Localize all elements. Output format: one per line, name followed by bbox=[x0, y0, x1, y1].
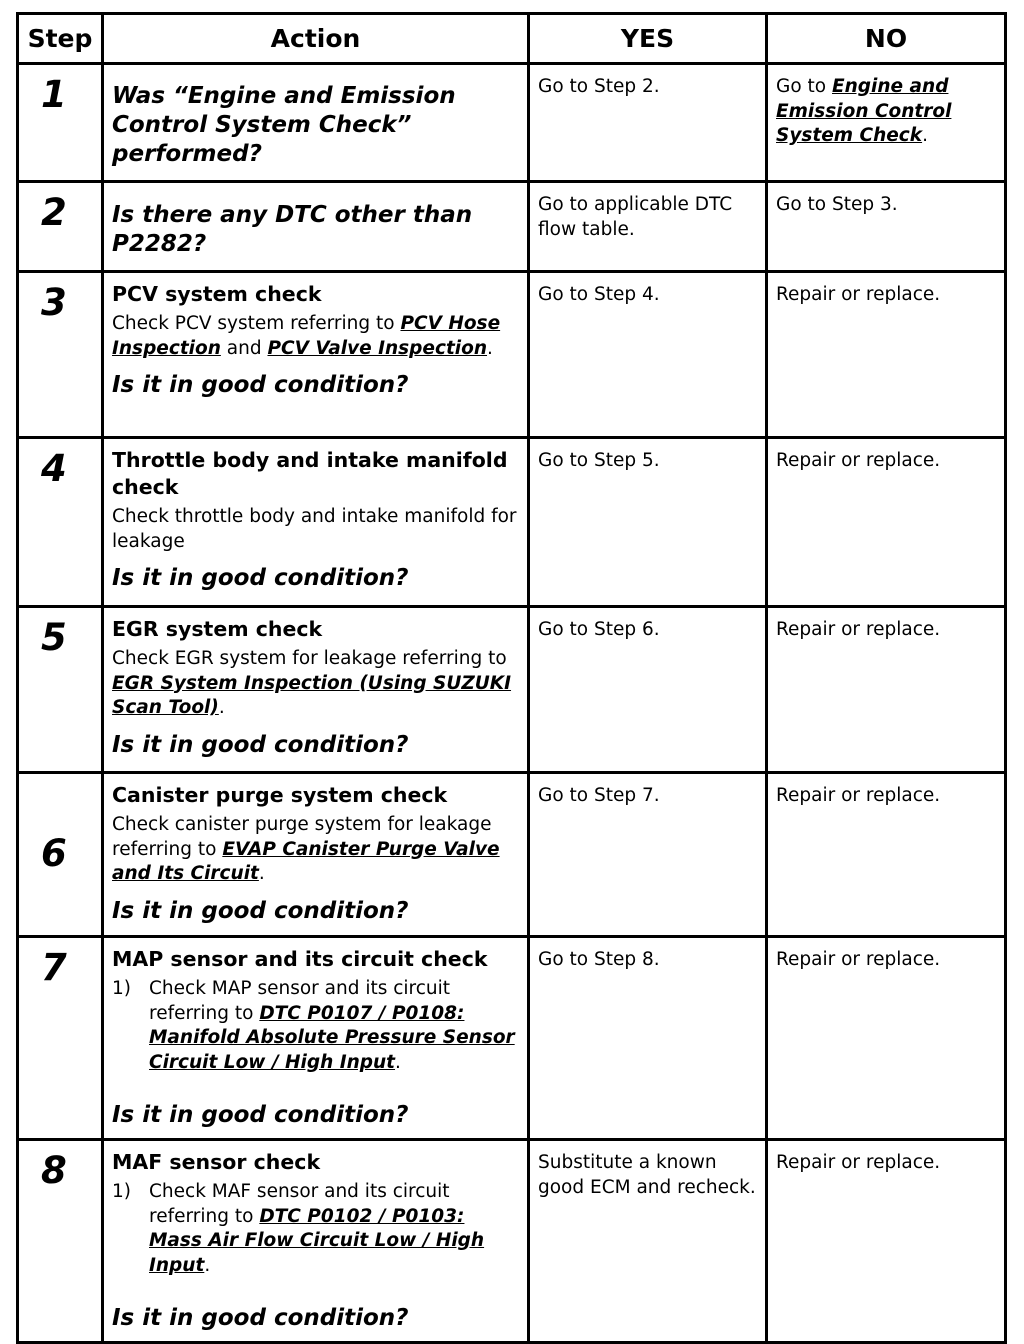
step-question: Is there any DTC other than P2282? bbox=[112, 202, 473, 257]
step-question: Is it in good condition? bbox=[112, 897, 409, 924]
step-question: Was “Engine and Emission Control System Check” performed? bbox=[112, 83, 456, 167]
engine-emission-check-link[interactable]: Engine and Emission Control System Check bbox=[776, 76, 952, 146]
pcv-valve-inspection-link[interactable]: PCV Valve Inspection bbox=[267, 337, 488, 359]
table-header-row bbox=[18, 14, 1006, 64]
table-row-step-5 bbox=[18, 607, 1006, 773]
no-result: Repair or replace. bbox=[776, 785, 941, 806]
step-instruction: Check throttle body and intake manifold for leakage bbox=[112, 506, 517, 552]
yes-result: Go to Step 8. bbox=[538, 949, 660, 970]
evap-canister-purge-link[interactable]: EVAP Canister Purge Valve and Its Circuit bbox=[112, 838, 500, 884]
yes-result: Substitute a known good ECM and recheck. bbox=[538, 1152, 756, 1198]
step-number: 8 bbox=[41, 1149, 67, 1192]
no-result: Repair or replace. bbox=[776, 1152, 941, 1173]
yes-result: Go to Step 7. bbox=[538, 785, 660, 806]
list-item-number: 1) bbox=[112, 1181, 131, 1202]
no-result: Repair or replace. bbox=[776, 450, 941, 471]
table-row-step-6 bbox=[18, 773, 1006, 937]
step-question: Is it in good condition? bbox=[112, 372, 409, 398]
step-number: 2 bbox=[41, 191, 67, 234]
yes-result: Go to Step 5. bbox=[538, 450, 660, 471]
table-row-step-3 bbox=[18, 272, 1006, 438]
yes-result: Go to Step 6. bbox=[538, 619, 660, 640]
step-number: 4 bbox=[41, 447, 67, 490]
step-number: 6 bbox=[41, 832, 67, 876]
yes-result: Go to Step 2. bbox=[538, 76, 660, 97]
step-instruction: Check canister purge system for leakage referring to EVAP Canister Purge Valve and Its Circuit. bbox=[112, 814, 500, 884]
step-number: 1 bbox=[41, 73, 67, 116]
step-heading: MAF sensor check bbox=[112, 1150, 321, 1174]
no-result: Repair or replace. bbox=[776, 619, 941, 640]
dtc-p0102-p0103-link[interactable]: DTC P0102 / P0103: Mass Air Flow Circuit Low / High Input bbox=[149, 1205, 485, 1276]
step-question: Is it in good condition? bbox=[112, 565, 409, 591]
header-step: Step bbox=[18, 14, 103, 64]
step-number: 3 bbox=[41, 281, 67, 324]
table-row-step-7 bbox=[18, 937, 1006, 1140]
pcv-hose-inspection-link[interactable]: PCV Hose Inspection bbox=[112, 313, 501, 359]
step-question: Is it in good condition? bbox=[112, 1102, 409, 1128]
step-heading: EGR system check bbox=[112, 617, 323, 641]
step-heading: PCV system check bbox=[112, 282, 322, 306]
no-result: Go to Step 3. bbox=[776, 194, 898, 215]
no-result: Repair or replace. bbox=[776, 949, 941, 970]
header-action: Action bbox=[103, 14, 529, 64]
no-result-suffix: . bbox=[922, 125, 928, 146]
step-heading: MAP sensor and its circuit check bbox=[112, 947, 488, 971]
no-result: Repair or replace. bbox=[776, 284, 941, 305]
yes-result: Go to applicable DTC flow table. bbox=[538, 194, 733, 240]
table-row-step-4 bbox=[18, 438, 1006, 607]
step-instruction: 1) Check MAP sensor and its circuit referring to DTC P0107 / P0108: Manifold Absolute Pressure Sensor Circuit Low / High Input. bbox=[112, 977, 519, 1075]
egr-system-inspection-link[interactable]: EGR System Inspection (Using SUZUKI Scan Tool) bbox=[112, 672, 512, 718]
table-row-step-2 bbox=[18, 182, 1006, 272]
step-instruction: Check EGR system for leakage referring to EGR System Inspection (Using SUZUKI Scan Tool). bbox=[112, 648, 512, 718]
step-question: Is it in good condition? bbox=[112, 1305, 409, 1331]
table-row-step-8 bbox=[18, 1140, 1006, 1343]
header-no: NO bbox=[767, 14, 1006, 64]
yes-result: Go to Step 4. bbox=[538, 284, 660, 305]
list-item-number: 1) bbox=[112, 978, 131, 999]
dtc-p0107-p0108-link[interactable]: DTC P0107 / P0108: Manifold Absolute Pressure Sensor Circuit Low / High Input bbox=[149, 1002, 515, 1073]
step-instruction: Check PCV system referring to PCV Hose Inspection and PCV Valve Inspection. bbox=[112, 313, 501, 359]
table-row-step-1 bbox=[18, 64, 1006, 182]
step-number: 5 bbox=[41, 616, 67, 659]
no-result bbox=[768, 65, 1004, 149]
no-result-text: Go to bbox=[776, 76, 832, 97]
step-question: Is it in good condition? bbox=[112, 731, 409, 758]
step-heading: Canister purge system check bbox=[112, 783, 448, 807]
step-number: 7 bbox=[41, 946, 67, 989]
troubleshooting-table bbox=[16, 12, 1007, 1344]
header-yes: YES bbox=[529, 14, 767, 64]
step-heading: Throttle body and intake manifold check bbox=[112, 448, 508, 499]
step-instruction: 1) Check MAF sensor and its circuit referring to DTC P0102 / P0103: Mass Air Flow Circuit Low / High Input. bbox=[112, 1180, 519, 1278]
